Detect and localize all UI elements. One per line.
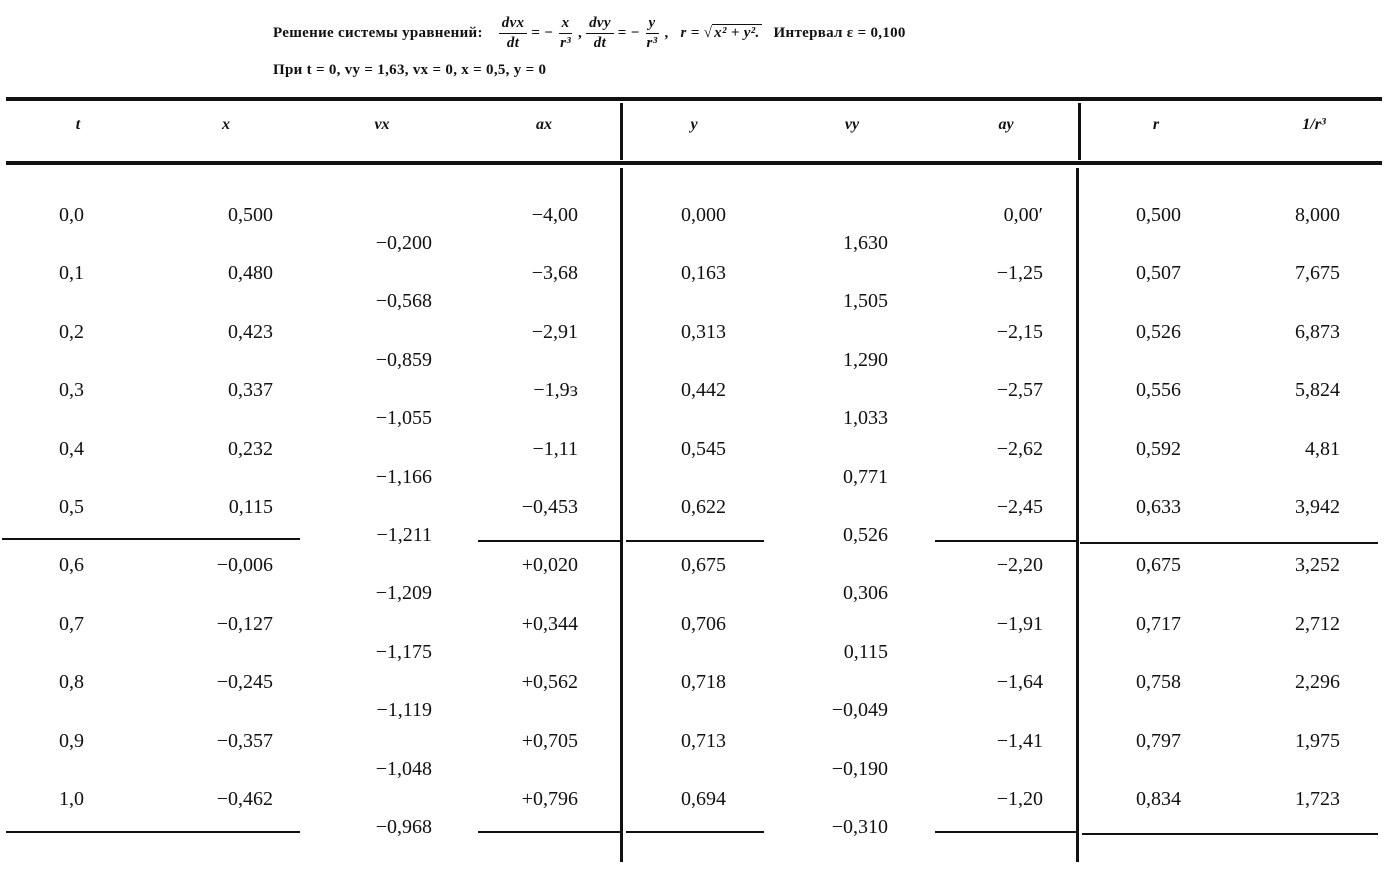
cell-vy: −0,049 (831, 699, 888, 722)
divider-ay-r (1078, 103, 1081, 160)
cell-t: 0,3 (59, 379, 84, 402)
cell-r: 0,507 (1136, 262, 1181, 285)
cell-inv-r3: 7,675 (1295, 262, 1340, 285)
cell-ax: +0,344 (521, 612, 578, 635)
cell-r: 0,633 (1136, 496, 1181, 518)
cell-x: 0,480 (228, 262, 273, 285)
eq2-lhs-numerator: dvy (586, 15, 614, 34)
col-header-y: y (690, 116, 698, 133)
cell-ay: −2,45 (996, 496, 1043, 518)
cell-t: 0,6 (59, 554, 84, 577)
divider-ay-r-body (1076, 168, 1079, 862)
cell-vx: −0,859 (375, 348, 432, 371)
cell-ax: −0,453 (521, 496, 578, 518)
cell-ax: −3,68 (531, 262, 578, 285)
cell-vx: −1,175 (375, 640, 432, 663)
cell-x: 0,232 (228, 437, 273, 460)
cell-vy: 1,505 (843, 290, 888, 313)
cell-y: 0,694 (681, 788, 726, 810)
cell-y: 0,718 (681, 671, 726, 694)
col-header-x: x (222, 116, 230, 133)
cell-y: 0,163 (681, 262, 726, 285)
cell-r: 0,526 (1136, 320, 1181, 343)
cell-inv-r3: 2,712 (1295, 612, 1340, 635)
cell-vy: 0,306 (843, 582, 888, 605)
cell-r: 0,500 (1136, 204, 1181, 226)
bottom-rule-ay (935, 831, 1076, 833)
cell-ay: −1,41 (996, 729, 1043, 752)
cell-vy: 0,771 (843, 465, 888, 488)
cell-t: 0,4 (59, 437, 84, 460)
r-definition-prefix: r = √ (680, 24, 713, 41)
cell-ax: +0,705 (521, 729, 578, 752)
cell-x: −0,245 (216, 671, 273, 694)
col-header-t: t (75, 116, 81, 133)
cell-ax: +0,020 (521, 554, 578, 577)
eq1-rhs-numerator: x (559, 15, 573, 34)
cell-vx: −1,166 (375, 465, 432, 488)
cell-vy: −0,190 (831, 757, 888, 780)
cell-ay: −1,64 (996, 671, 1043, 694)
cell-ax: −1,9ɜ (533, 379, 578, 402)
cell-x: −0,462 (216, 788, 273, 810)
cell-t: 0,0 (59, 204, 84, 226)
cell-y: 0,706 (681, 612, 726, 635)
col-header-ax: ax (536, 116, 552, 133)
cell-r: 0,592 (1136, 437, 1181, 460)
caption-title: Решение системы уравнений: (273, 24, 483, 41)
cell-t: 0,8 (59, 671, 84, 694)
eq1-lhs-fraction (499, 15, 528, 52)
cell-vx: −0,568 (375, 290, 432, 313)
cell-x: 0,337 (228, 379, 273, 402)
cell-ay: −2,20 (996, 554, 1043, 577)
cell-ay: −2,15 (996, 320, 1043, 343)
mid-rule-y (626, 540, 764, 542)
eq1-equals: = − (531, 24, 554, 41)
eq2-lhs-denominator: dt (593, 34, 607, 51)
cell-vx: −0,200 (375, 232, 432, 254)
eq1-lhs-denominator: dt (506, 34, 520, 51)
cell-ax: −4,00 (531, 204, 578, 226)
cell-vx: −1,209 (375, 582, 432, 605)
cell-t: 0,1 (59, 262, 84, 285)
cell-vx: −1,048 (375, 757, 432, 780)
cell-vy: 1,033 (843, 407, 888, 430)
eq2-lhs-fraction (586, 15, 614, 52)
eq2-rhs-numerator: y (646, 15, 659, 34)
cell-r: 0,675 (1136, 554, 1181, 577)
cell-x: 0,115 (228, 496, 273, 518)
col-header-vy: vy (844, 116, 860, 133)
bottom-rule-right (1082, 833, 1378, 835)
mid-rule-ax (478, 540, 620, 542)
cell-y: 0,545 (681, 437, 726, 460)
cell-r: 0,834 (1136, 788, 1181, 810)
cell-r: 0,556 (1136, 379, 1181, 402)
bottom-rule-ax (478, 831, 620, 833)
cell-t: 0,9 (59, 729, 84, 752)
col-header-inv-r3: 1/r³ (1302, 116, 1326, 133)
cell-y: 0,675 (681, 554, 726, 577)
cell-vy: 1,290 (843, 348, 888, 371)
cell-y: 0,622 (681, 496, 726, 518)
cell-inv-r3: 3,252 (1295, 554, 1340, 577)
header-bottom-rule (6, 161, 1382, 165)
cell-y: 0,713 (681, 729, 726, 752)
initial-conditions: При t = 0, vy = 1,63, vx = 0, x = 0,5, y = 0 (273, 61, 547, 78)
interval-label: Интервал ε = 0,100 (773, 24, 906, 41)
bottom-rule-y (626, 831, 764, 833)
cell-ax: +0,562 (521, 671, 578, 694)
cell-t: 0,5 (59, 496, 84, 518)
cell-ay: −2,57 (996, 379, 1043, 402)
cell-ay: −1,91 (996, 612, 1043, 635)
col-header-r: r (1152, 116, 1160, 133)
cell-vx: −0,968 (375, 816, 432, 838)
cell-y: 0,313 (681, 320, 726, 343)
cell-y: 0,442 (681, 379, 726, 402)
cell-ax: −1,11 (532, 437, 578, 460)
cell-vx: −1,119 (376, 699, 432, 722)
cell-t: 0,2 (59, 320, 84, 343)
cell-vy: −0,310 (831, 816, 888, 838)
cell-inv-r3: 1,975 (1295, 729, 1340, 752)
cell-x: −0,357 (216, 729, 273, 752)
cell-inv-r3: 4,81 (1305, 437, 1340, 460)
cell-r: 0,797 (1136, 729, 1181, 752)
cell-t: 1,0 (59, 788, 84, 810)
cell-vy: 0,526 (843, 524, 888, 546)
cell-inv-r3: 1,723 (1295, 788, 1340, 810)
eq1-rhs-fraction (557, 15, 574, 52)
divider-ax-y (620, 103, 623, 160)
mid-rule-right (1080, 542, 1378, 544)
eq1-lhs-numerator: dvx (499, 15, 528, 34)
cell-inv-r3: 6,873 (1295, 320, 1340, 343)
r-definition-radicand: x² + y². (714, 25, 760, 41)
eq2-rhs-fraction (644, 15, 661, 52)
bottom-rule-left (6, 831, 300, 833)
cell-inv-r3: 2,296 (1295, 671, 1340, 694)
cell-ay: −2,62 (996, 437, 1043, 460)
mid-rule-left (2, 538, 300, 540)
col-header-ay: ay (998, 116, 1014, 133)
divider-ax-y-body (620, 168, 623, 862)
eq1-rhs-denominator: r³ (560, 34, 572, 51)
cell-ay: −1,20 (996, 788, 1043, 810)
cell-ax: +0,796 (521, 788, 578, 810)
cell-ay: −1,25 (996, 262, 1043, 285)
cell-vx: −1,211 (376, 524, 432, 546)
mid-rule-ay (935, 540, 1076, 542)
cell-inv-r3: 8,000 (1295, 204, 1340, 226)
cell-vy: 1,630 (843, 232, 888, 254)
cell-y: 0,000 (681, 204, 726, 226)
cell-r: 0,717 (1136, 612, 1181, 635)
eq2-rhs-denominator: r³ (646, 34, 658, 51)
col-header-vx: vx (374, 116, 390, 133)
cell-inv-r3: 3,942 (1295, 496, 1340, 518)
eq2-equals: = − (617, 24, 640, 41)
cell-inv-r3: 5,824 (1295, 379, 1340, 402)
cell-x: 0,500 (228, 204, 273, 226)
caption-equations: Решение системы уравнений: $\frac{\text{dvx}}{dt}$ = − $\frac{x}{\text{r³}}$ , $\frac{\text{dvy}}{dt}$ = − $\frac{y}{\text{r³}}$ , r = √ x² + y². Интервал ε = 0,100 (273, 14, 906, 51)
cell-vx: −1,055 (375, 407, 432, 430)
cell-ay: 0,00′ (1003, 204, 1043, 226)
table-top-rule (6, 97, 1382, 101)
cell-x: 0,423 (228, 320, 273, 343)
cell-x: −0,006 (216, 554, 273, 577)
cell-t: 0,7 (59, 612, 84, 635)
cell-r: 0,758 (1136, 671, 1181, 694)
cell-vy: 0,115 (843, 640, 888, 663)
cell-x: −0,127 (216, 612, 273, 635)
cell-ax: −2,91 (531, 320, 578, 343)
